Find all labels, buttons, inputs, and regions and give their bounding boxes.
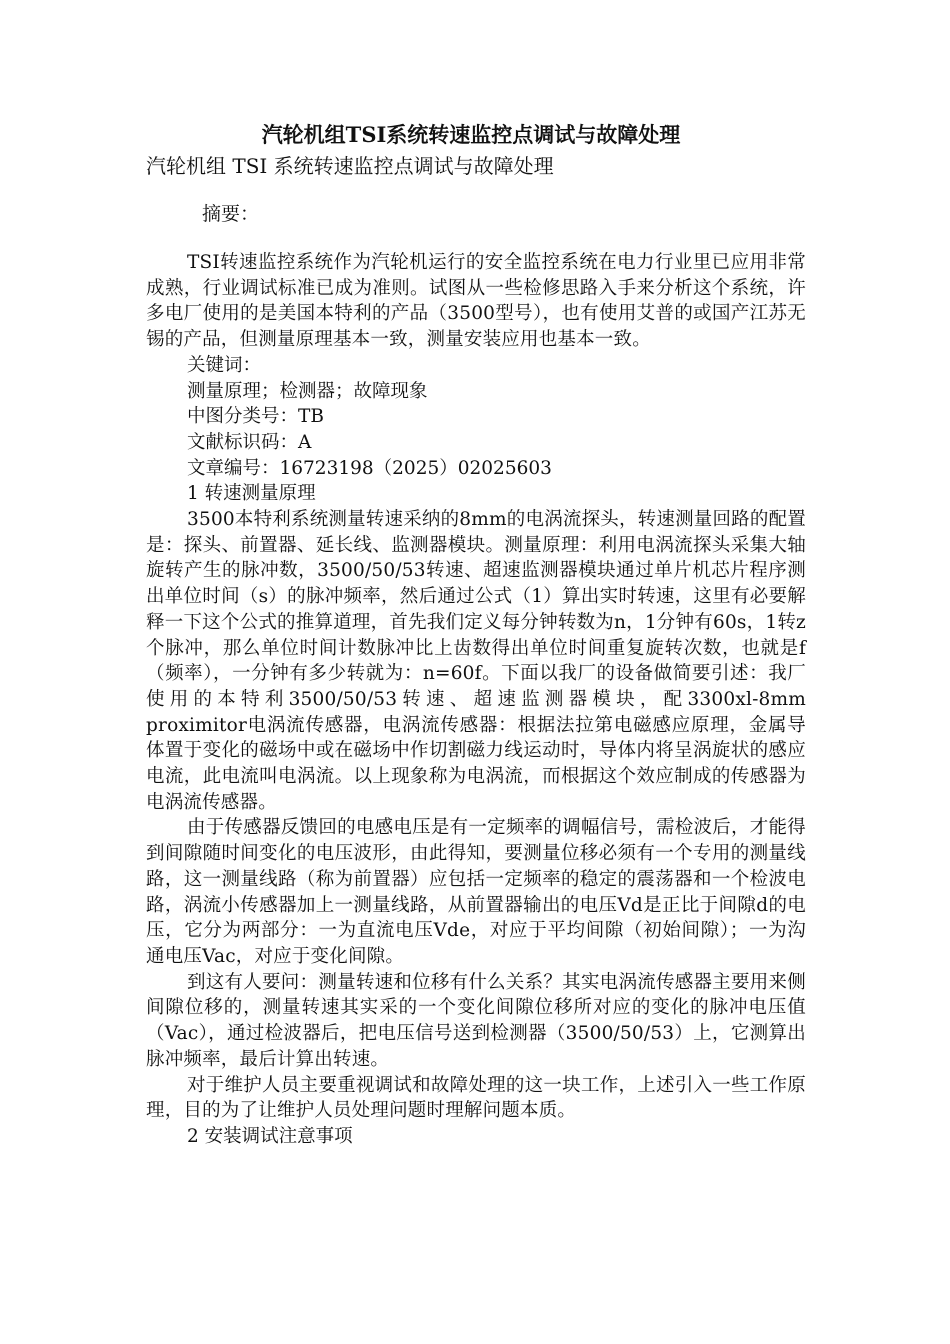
abstract-label: 摘要： (202, 203, 260, 225)
article-number: 文章编号：16723198（2025）02025603 (187, 457, 552, 479)
document-code: 文献标识码：A (187, 431, 312, 453)
body-paragraph: 由于传感器反馈回的电感电压是有一定频率的调幅信号，需检波后，才能得到间隙随时间变化的电压波形，由此得知，要测量位移必须有一个专用的测量线路，这一测量线路（称为前置器）应包括一定频率的稳定的震荡器和一个检波电路，涡流小传感器加上一测量线路，从前置器输出的电压Vd是正比于间隙d的电压，它分为两部分：一为直流电压Vde，对应于平均间隙（初始间隙）；一为沟通电压Vac，对应于变化间隙。 (146, 817, 806, 967)
section-heading: 2 安装调试注意事项 (187, 1125, 353, 1147)
keywords: 测量原理；检测器；故障现象 (187, 380, 428, 402)
keywords-label: 关键词： (187, 354, 262, 376)
body-paragraph: 到这有人要问：测量转速和位移有什么关系？其实电涡流传感器主要用来侧间隙位移的，测量转速其实采的一个变化间隙位移所对应的变化的脉冲电压值（Vac），通过检波器后，把电压信号送到检测器（3500/50/53）上，它测算出脉冲频率，最后计算出转速。 (146, 971, 806, 1070)
clc-number: 中图分类号：TB (187, 406, 324, 428)
document-subtitle: 汽轮机组 TSI 系统转速监控点调试与故障处理 (146, 154, 554, 178)
abstract-text: TSI转速监控系统作为汽轮机运行的安全监控系统在电力行业里已应用非常成熟，行业调试标准已成为准则。试图从一些检修思路入手来分析这个系统，许多电厂使用的是美国本特利的产品（3500型号），也有使用艾普的或国产江苏无锡的产品，但测量原理基本一致，测量安装应用也基本一致。 (146, 252, 806, 351)
body-paragraph: 对于维护人员主要重视调试和故障处理的这一块工作，上述引入一些工作原理，目的为了让维护人员处理问题时理解问题本质。 (146, 1074, 806, 1122)
section-heading: 1 转速测量原理 (187, 483, 316, 505)
document-page (146, 118, 806, 1150)
body-paragraph: 3500本特利系统测量转速采纳的8mm的电涡流探头，转速测量回路的配置是：探头、前置器、延长线、监测器模块。测量原理：利用电涡流探头采集大轴旋转产生的脉冲数，3500/50/53转速、超速监测器模块通过单片机芯片程序测出单位时间（s）的脉冲频率，然后通过公式（1）算出实时转速，这里有必要解释一下这个公式的推算道理，首先我们定义每分钟转数为n，1分钟有60s，1转z个脉冲，那么单位时间计数脉冲比上齿数得出单位时间重复旋转次数，也就是f（频率），一分钟有多少转就为：n=60f。下面以我厂的设备做简要引述：我厂使用的本特利3500/50/53转速、超速监测器模块，配3300xl-8mm proximitor电涡流传感器，电涡流传感器：根据法拉第电磁感应原理，金属导体置于变化的磁场中或在磁场中作切割磁力线运动时，导体内将呈涡旋状的感应电流，此电流叫电涡流。以上现象称为电涡流，而根据这个效应制成的传感器为电涡流传感器。 (146, 509, 806, 813)
document-title: 汽轮机组TSI系统转速监控点调试与故障处理 (261, 122, 681, 147)
